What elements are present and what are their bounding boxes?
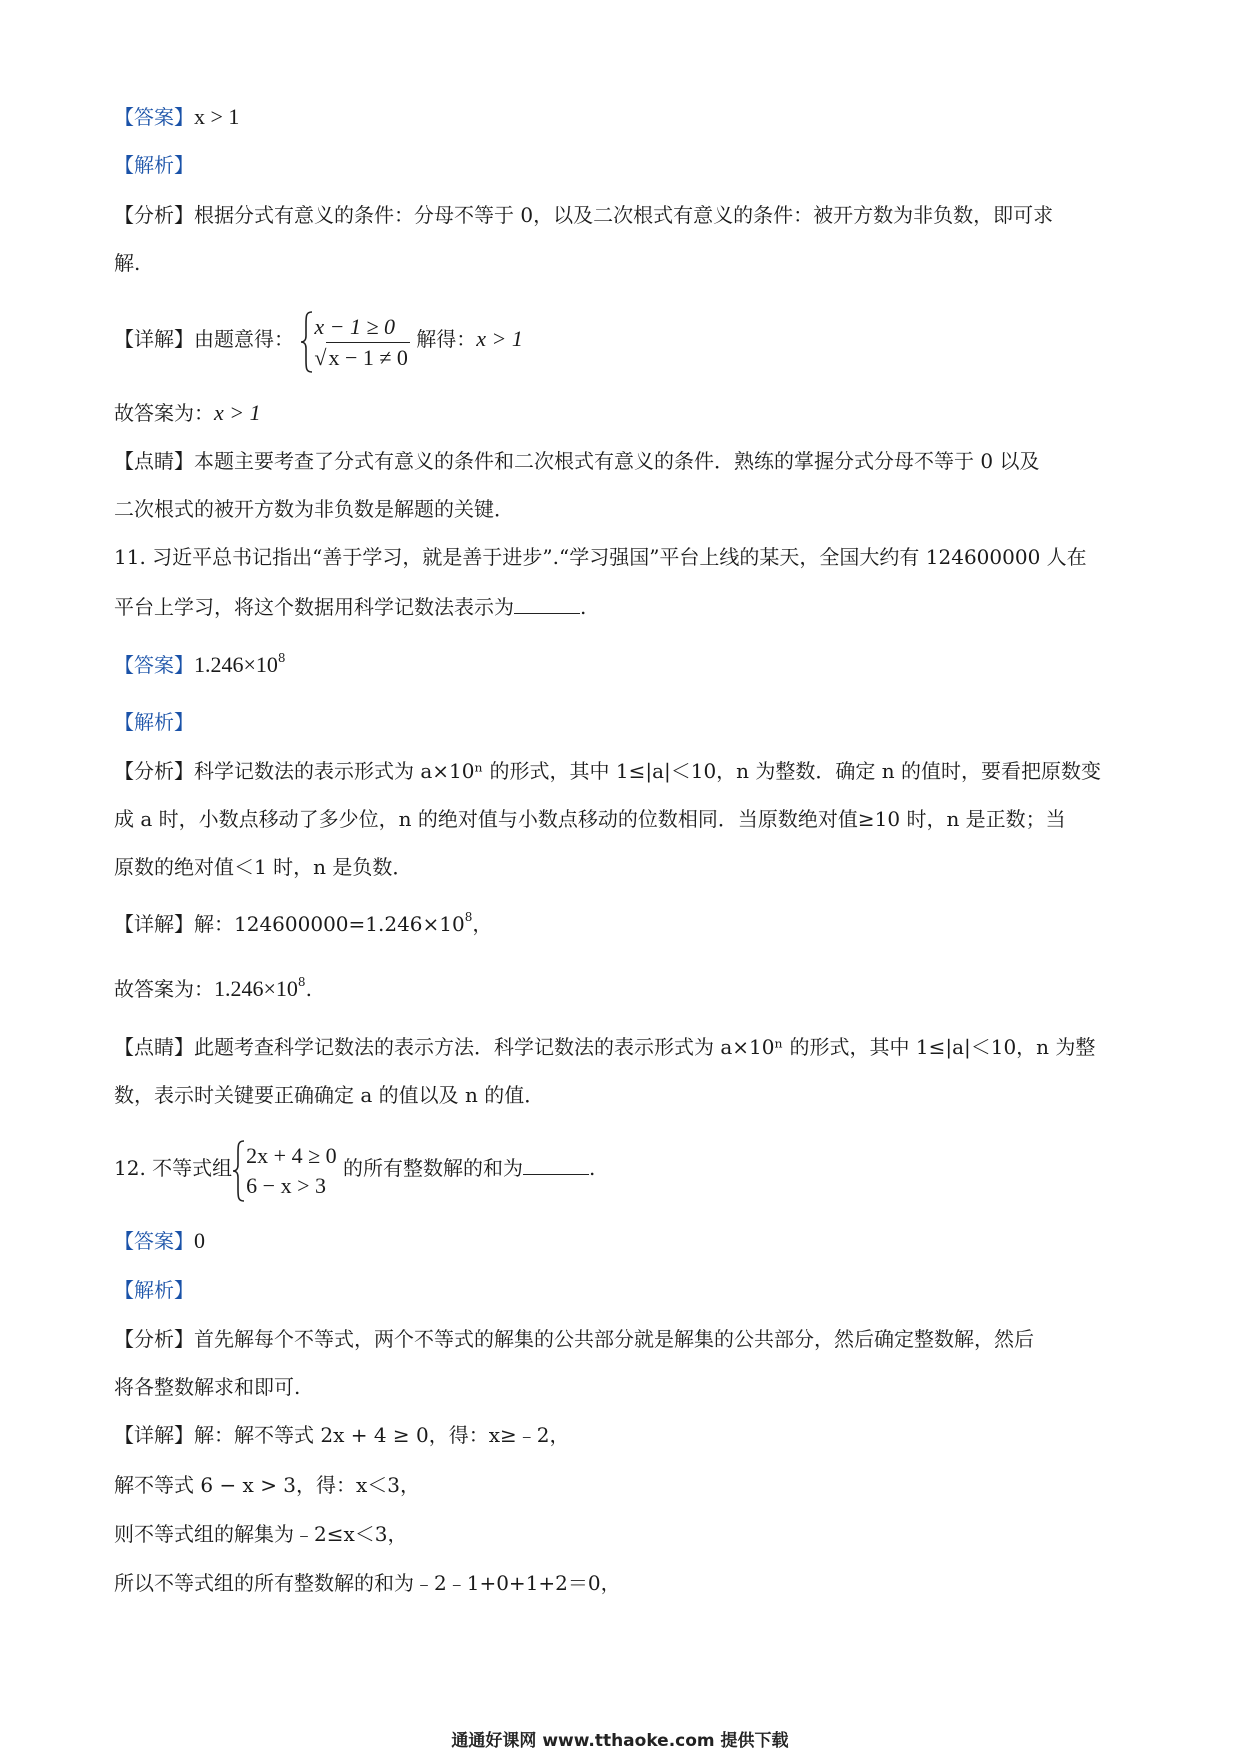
analysis-tag: 【解析】 xyxy=(114,710,194,734)
q11-answer-exp: 8 xyxy=(277,651,286,665)
answer-tag: 【答案】 xyxy=(114,1229,194,1253)
q11-detail-end: ， xyxy=(472,912,493,936)
q11-comment-line-1 xyxy=(114,1034,1095,1060)
q11-breakdown-text-2: 成 a 时，小数点移动了多少位，n 的绝对值与小数点移动的位数相同．当原数绝对值≥10 时，n 是正数；当 xyxy=(114,807,1066,831)
q12-detail-text-1: 解：解不等式 2x + 4 ≥ 0，得：x≥﹣2， xyxy=(194,1423,570,1447)
q12-breakdown-line-1 xyxy=(114,1326,1034,1352)
q12-detail-text-4: 所以不等式组的所有整数解的和为﹣2﹣1+0+1+2＝0， xyxy=(114,1571,621,1595)
q12-system xyxy=(232,1135,336,1205)
q11-breakdown-text-1: 科学记数法的表示形式为 a×10ⁿ 的形式，其中 1≤|a|＜10，n 为整数．确定 n 的值时，要看把原数变 xyxy=(194,759,1102,783)
q12-system-row-1: 2x + 4 ≥ 0 xyxy=(246,1143,337,1168)
q10-final-value: x > 1 xyxy=(214,400,261,425)
q12-answer-line xyxy=(114,1228,205,1254)
breakdown-tag: 【分析】 xyxy=(114,759,194,783)
q10-breakdown-line-1 xyxy=(114,202,1053,228)
q12-breakdown-text-2: 将各整数解求和即可. xyxy=(114,1375,301,1399)
q10-detail-result: x > 1 xyxy=(476,326,523,351)
q10-breakdown-text-2: 解. xyxy=(114,251,141,275)
q12-detail-line-4 xyxy=(114,1570,621,1596)
answer-tag: 【答案】 xyxy=(114,653,194,677)
q11-final-prefix: 故答案为： xyxy=(114,977,214,1001)
q10-breakdown-text-1: 根据分式有意义的条件：分母不等于 0，以及二次根式有意义的条件：被开方数为非负数，即可求 xyxy=(194,203,1054,227)
q10-analysis-line xyxy=(114,152,194,178)
left-brace-icon xyxy=(300,310,314,374)
q11-stem-line-2: 平台上学习，将这个数据用科学记数法表示为 . xyxy=(114,595,587,619)
q12-breakdown-line-2 xyxy=(114,1374,300,1400)
q12-stem-line xyxy=(114,1133,595,1205)
q11-final-line xyxy=(114,976,312,1002)
q10-answer-line xyxy=(114,104,239,130)
q11-final-base: 1.246×10 xyxy=(214,976,298,1001)
q12-answer-blank xyxy=(523,1156,589,1175)
q10-detail-prefix: 由题意得： xyxy=(194,327,294,351)
q11-comment-text-2: 数，表示时关键要正确确定 a 的值以及 n 的值． xyxy=(114,1083,545,1107)
q11-detail-text: 解：124600000=1.246×10 xyxy=(194,912,465,936)
q10-final-prefix: 故答案为： xyxy=(114,401,214,425)
q11-final-end: . xyxy=(305,977,312,1001)
q11-detail-line xyxy=(114,911,492,937)
q11-stem-text-2: 平台上学习，将这个数据用科学记数法表示为 xyxy=(114,595,514,619)
comment-tag: 【点睛】 xyxy=(114,449,194,473)
q10-comment-text-2: 二次根式的被开方数为非负数是解题的关键． xyxy=(114,497,514,521)
q10-system-row-2: √x − 1 ≠ 0 xyxy=(314,342,410,373)
q10-system-row-1: x − 1 ≥ 0 xyxy=(314,313,396,339)
q11-detail-exp: 8 xyxy=(464,910,473,924)
q11-stem-text-1: 11. 习近平总书记指出“善于学习，就是善于进步”.“学习强国”平台上线的某天，全国大约有 124600000 人在 xyxy=(114,545,1087,569)
comment-tag: 【点睛】 xyxy=(114,1035,194,1059)
q10-comment-line-2 xyxy=(114,496,514,522)
analysis-tag: 【解析】 xyxy=(114,153,194,177)
q11-answer-line xyxy=(114,652,286,678)
q12-stem-prefix: 12. 不等式组 xyxy=(114,1156,233,1180)
q10-final-line xyxy=(114,400,261,426)
q12-breakdown-text-1: 首先解每个不等式，两个不等式的解集的公共部分就是解集的公共部分，然后确定整数解，然后 xyxy=(194,1327,1034,1351)
q10-detail-line xyxy=(114,304,523,376)
q12-answer: 0 xyxy=(194,1228,205,1253)
q10-detail-solve: 解得： xyxy=(416,327,477,351)
q10-comment-text-1: 本题主要考查了分式有意义的条件和二次根式有意义的条件．熟练的掌握分式分母不等于 0 以及 xyxy=(194,449,1040,473)
q12-detail-text-3: 则不等式组的解集为﹣2≤x＜3， xyxy=(114,1522,408,1546)
detail-tag: 【详解】 xyxy=(114,1423,194,1447)
q12-stem-suffix: 的所有整数解的和为 xyxy=(343,1156,524,1180)
q11-breakdown-line-3 xyxy=(114,854,412,880)
q10-comment-line-1 xyxy=(114,448,1039,474)
detail-tag: 【详解】 xyxy=(114,912,194,936)
detail-tag: 【详解】 xyxy=(114,327,194,351)
q11-stem-line-1 xyxy=(114,544,1087,570)
q11-comment-line-2 xyxy=(114,1082,544,1108)
q12-detail-line-1 xyxy=(114,1422,570,1448)
q11-answer-base: 1.246×10 xyxy=(194,652,278,677)
q12-detail-text-2: 解不等式 6 − x > 3，得：x＜3， xyxy=(114,1473,421,1497)
q11-breakdown-text-3: 原数的绝对值＜1 时，n 是负数． xyxy=(114,855,413,879)
q11-final-exp: 8 xyxy=(297,975,306,989)
q12-stem-end: . xyxy=(589,1156,596,1180)
q11-breakdown-line-1 xyxy=(114,758,1101,784)
q12-system-row-2: 6 − x > 3 xyxy=(246,1173,326,1198)
page-footer: 通通好课网 www.tthaoke.com 提供下载 xyxy=(451,1731,789,1751)
analysis-tag: 【解析】 xyxy=(114,1278,194,1302)
q11-analysis-line xyxy=(114,709,194,735)
q10-system xyxy=(300,306,410,376)
breakdown-tag: 【分析】 xyxy=(114,203,194,227)
q11-comment-text-1: 此题考查科学记数法的表示方法．科学记数法的表示形式为 a×10ⁿ 的形式，其中 1≤|a|＜10，n 为整 xyxy=(194,1035,1096,1059)
q12-analysis-line xyxy=(114,1277,194,1303)
answer-tag: 【答案】 xyxy=(114,105,194,129)
q11-breakdown-line-2 xyxy=(114,806,1066,832)
q10-breakdown-line-2 xyxy=(114,250,140,276)
sqrt-icon: √ xyxy=(314,344,327,370)
q12-detail-line-3 xyxy=(114,1521,408,1547)
q10-answer: x > 1 xyxy=(194,104,240,129)
breakdown-tag: 【分析】 xyxy=(114,1327,194,1351)
q11-answer-blank xyxy=(514,595,580,614)
left-brace-icon xyxy=(232,1139,246,1203)
q12-detail-line-2 xyxy=(114,1472,420,1498)
